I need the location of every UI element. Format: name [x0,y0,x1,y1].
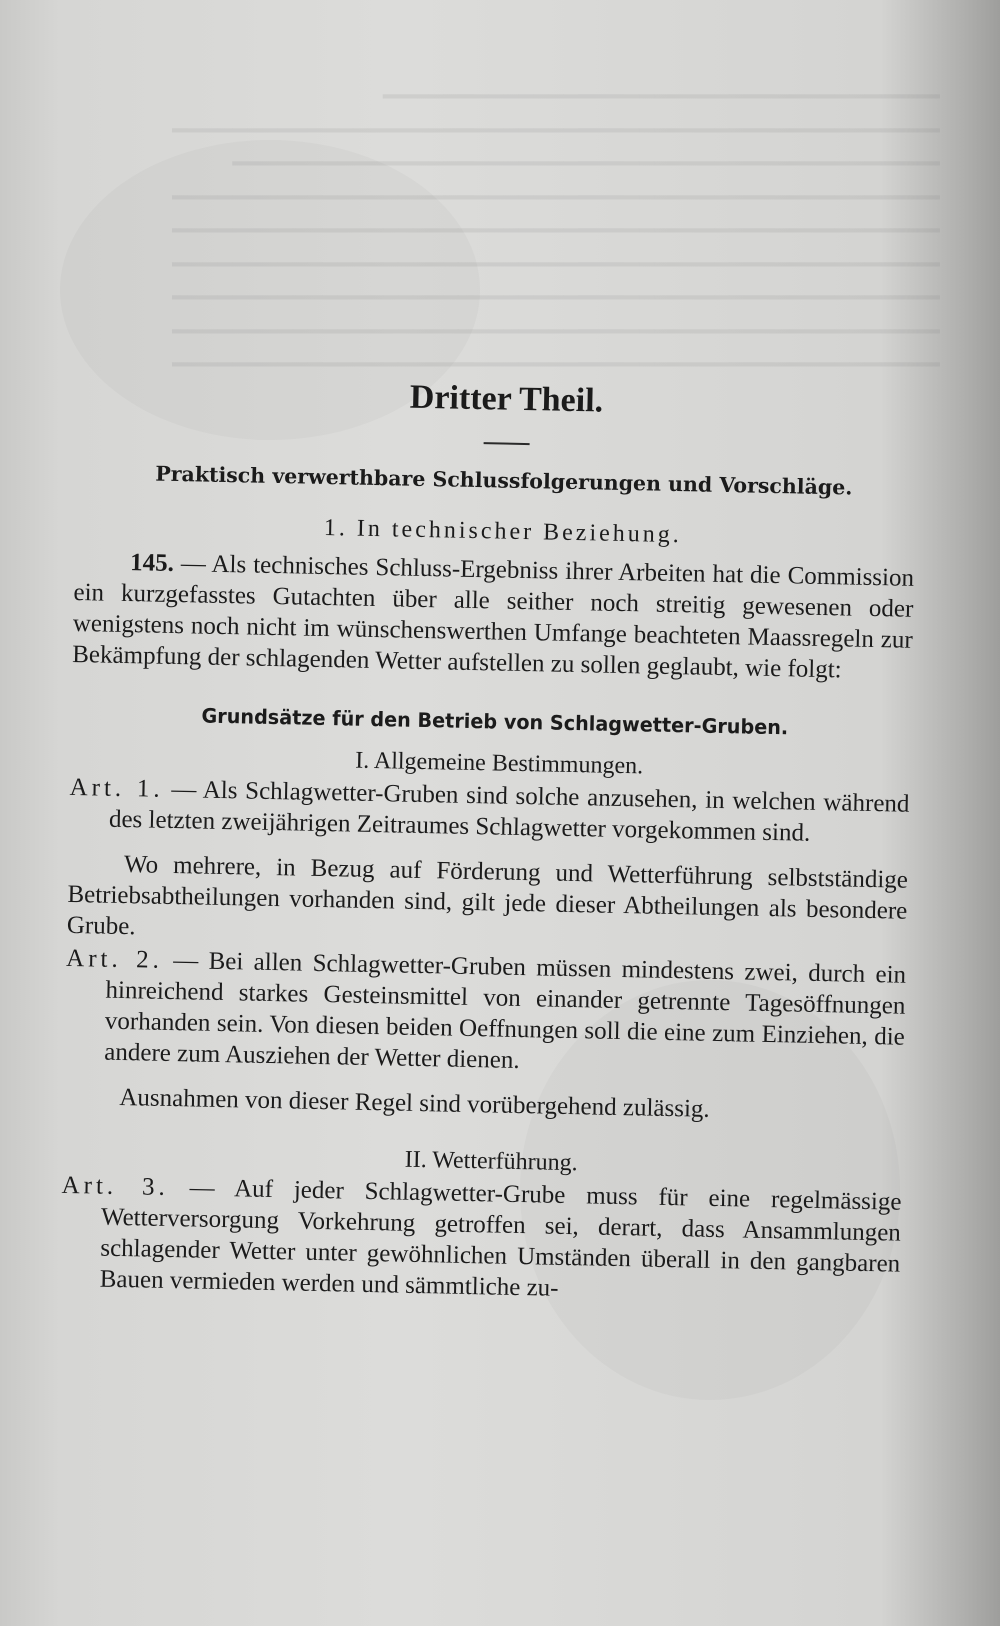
section-title: Praktisch verwerthbare Schlussfolgerungen und Vorschläge. [155,461,853,500]
intro-paragraph [72,546,914,687]
page-body [59,370,917,1311]
show-through-text: ━━━━━━━━━━━━━━━━━━━━━━━━━━━━━━━━━━━━━ ━━━━━━━━━━━━━━━━━━━━━━━━━━━━━━━━━━━━━━━━━━━━━━━━━━━ ━━━━━━━━━━━━━━━━━━━━━━━━━━━━━━━━━━━━━━━━━━━━━━━ ━━━━━━━━━━━━━━━━━━━━━━━━━━━━━━━━━━━━━━━━━━━━━━━━━━━ ━━━━━━━━━━━━━━━━━━━━━━━━━━━━━━━━━━━━━━━━━━━━━━━━━━━ ━━━━━━━━━━━━━━━━━━━━━━━━━━━━━━━━━━━━━━━━━━━━━━━━━━━ ━━━━━━━━━━━━━━━━━━━━━━━━━━━━━━━━━━━━━━━━━━━━━━━━━━━ ━━━━━━━━━━━━━━━━━━━━━━━━━━━━━━━━━━━━━━━━━━━━━━━━━━━ ━━━━━━━━━━━━━━━━━━━━━━━━━━━━━━━━━━━━━━━━━━━━━━━━━━━ [172,82,940,379]
part-title: Dritter Theil. [409,378,604,420]
article-text: — Bei allen Schlagwetter-Gruben müssen mindestens zwei, durch ein hinreichend starkes Gesteinsmittel von einander getrennte Tagesöffnungen vorhanden sein. Von diesen beiden Oeffnungen soll die eine zum Einziehen, die andere zum Ausziehen der Wetter dienen. [104,947,907,1074]
article-label: Art. 1. [69,773,164,803]
rules-title: Grundsätze für den Betrieb von Schlagwetter-Gruben. [201,703,789,740]
chapter-title-1: I. Allgemeine Bestimmungen. [354,747,644,780]
article-2 [64,943,906,1084]
article-label: Art. 2. [65,944,164,974]
title-rule [484,442,530,445]
article-1-paragraph-2: Wo mehrere, in Bezug auf Förderung und Wetterführung selbstständige Betriebsabtheilungen vorhanden sind, gilt jede dieser Abtheilungen als besondere Grube. [66,851,909,941]
article-text: — Als Schlagwetter-Gruben sind solche anzusehen, in welchen während des letzten zweijährigen Zeitraumes Schlagwetter vorgekommen sind. [108,775,910,847]
article-text: — Auf jeder Schlagwetter-Grube muss für eine regelmässige Wetterversorgung Vorkehrung getroffen sei, derart, dass Ansammlungen schlagender Wetter unter gewöhnlichen Umständen überall in den gangbaren Bauen vermieden werden und sämmtliche zu- [99,1174,902,1302]
article-3 [59,1170,901,1311]
article-label: Art. 3. [61,1171,170,1201]
chapter-title-2: II. Wetterführung. [404,1146,578,1177]
article-2-paragraph-2: Ausnahmen von dieser Regel sind vorübergehend zulässig. [119,1083,710,1123]
paragraph-number: 145. [129,549,175,577]
intro-text: — Als technisches Schluss-Ergebniss ihrer Arbeiten hat die Commission ein kurzgefasstes Gutachten über alle seither noch streitig gewesenen oder wenigstens noch nicht im wünschenswerthen Umfange beachteten Maassregeln zur Bekämpfung der schlagenden Wetter aufstellen zu sollen geglaubt, wie folgt: [72,550,915,684]
subsection-title: 1. In technischer Beziehung. [323,514,683,549]
